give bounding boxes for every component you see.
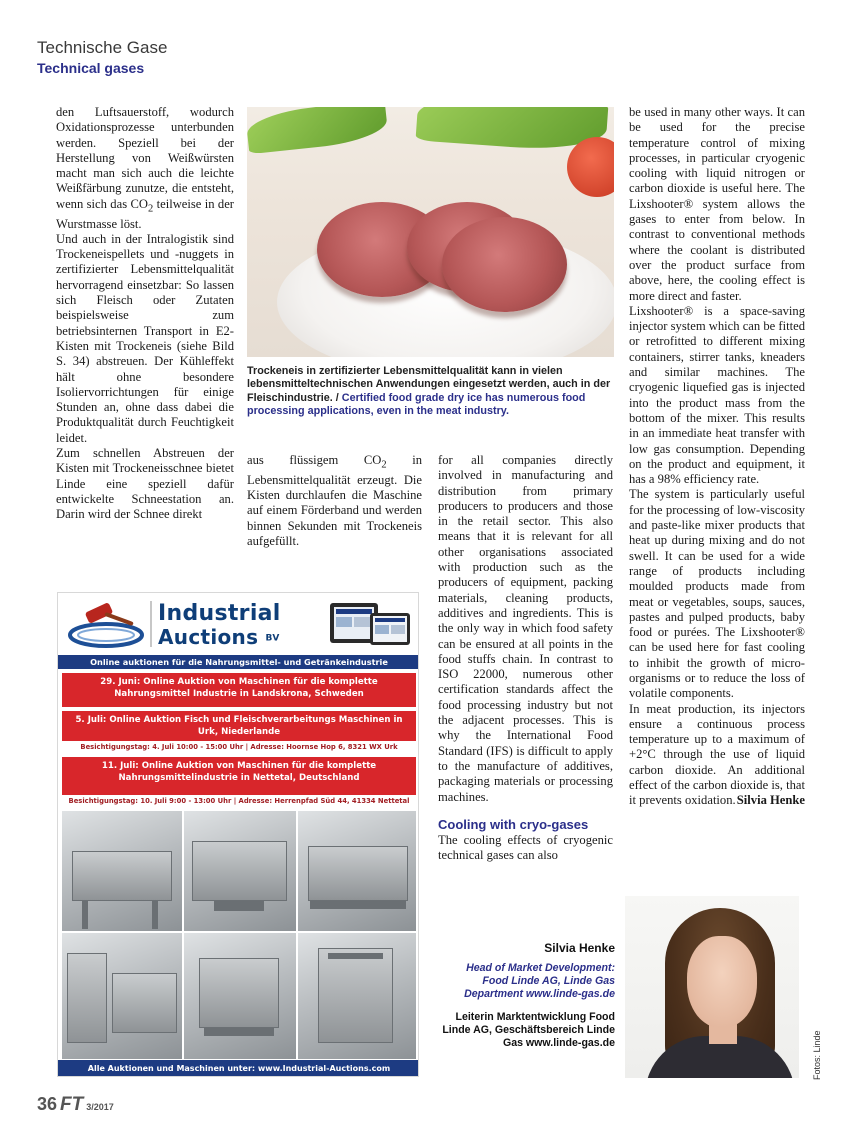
col1-paragraph-2: Und auch in der Intralogistik sind Trockeneispellets und -nuggets in zertifizierter Lebensmittelqualität hervorragend einsetzbar: So lassen sich Fleisch oder Zutaten beispielsweise zum betriebsinternen Transport in E2-Kisten mit Trockeneis (siehe Bild S. 34) abstreuen. Der Kühleffekt hält ohne besondere Isoliervorrichtungen für einige Stunden an, ohne dass dabei die Produktqualität durch Feuchtigkeit leidet. bbox=[56, 231, 234, 445]
ad-brand-line1: Industrial bbox=[158, 601, 281, 626]
page-number: 36 bbox=[37, 1094, 58, 1114]
machine-photo-2 bbox=[184, 811, 296, 931]
ad-footer-link[interactable]: Alle Auktionen und Maschinen unter: www.Industrial-Auctions.com bbox=[58, 1060, 419, 1077]
industrial-auctions-ad[interactable] bbox=[57, 592, 419, 1077]
machine-photo-1 bbox=[62, 811, 182, 931]
ad-auction-3[interactable]: 11. Juli: Online Auktion von Maschinen für die komplette Nahrungsmittelindustrie in Nettetal, Deutschland bbox=[62, 757, 416, 795]
photo-credit: Fotos: Linde bbox=[812, 1030, 822, 1080]
col2-paragraph-1: aus flüssigem $CO_2$ in Lebensmittelqualität erzeugt. Die Kisten durchlaufen die Maschine auf einem Förderband und werden binnen Sekunden mit Trockeneis aufgefüllt. bbox=[247, 453, 422, 548]
ad-machine-photos bbox=[62, 811, 416, 1059]
photo-caption: Trockeneis in zertifizierter Lebensmittelqualität kann in vielen lebensmitteltechnischen Anwendungen eingesetzt werden, auch in der Fleischindustrie. / Certified food grade dry ice has numerous food processing applications, even in the meat industry. bbox=[247, 365, 611, 417]
col4-paragraph-4: In meat production, its injectors ensure a continuous process temperature up to a maximum of +2°C through the use of liquid carbon dioxide. An additional effect of the carbon dioxide is, that it prevents oxidation. Silvia Henke bbox=[629, 701, 805, 808]
ad-auction-3-info: Besichtigungstag: 10. Juli 9:00 - 13:00 Uhr | Adresse: Herrenpfad Süd 44, 41334 Nettetal bbox=[62, 796, 416, 808]
column-2 bbox=[247, 453, 422, 549]
author-role-en: Head of Market Development: Food Linde AG, Linde Gas Department www.linde-gas.de bbox=[464, 962, 615, 1000]
author-box bbox=[438, 942, 615, 1050]
machine-photo-3 bbox=[298, 811, 416, 931]
column-3 bbox=[438, 453, 613, 863]
ad-brand-line2: Auctions BV bbox=[158, 625, 280, 649]
ad-auction-2[interactable]: 5. Juli: Online Auktion Fisch und Fleischverarbeitungs Maschinen in Urk, Niederlande bbox=[62, 711, 416, 741]
author-role-de: Leiterin Marktentwicklung Food Linde AG, Geschäftsbereich Linde Gas www.linde-gas.de bbox=[442, 1011, 615, 1049]
ad-auction-2-info: Besichtigungstag: 4. Juli 10:00 - 15:00 Uhr | Adresse: Hoornse Hop 6, 8321 WX Urk bbox=[62, 742, 416, 754]
section-title-de: Technische Gase bbox=[37, 38, 168, 57]
col3-paragraph-1: for all companies directly involved in manufacturing and distribution from primary producers to producers and those in the retail sector. This also means that it is relevant for all other organisations associated with production such as the producers of equipment, packing materials, cleaning products, additives and ingredients. This is the only way in which food safety can be ensured at all points in the food stuffs chain. In contrast to ISO 22000, numerous other certification standards affect the food processing industry but not the adjacent processes. This is why the International Food Standard (IFS) is difficult to apply to the manufacture of additives, packaging materials or processing machines. bbox=[438, 453, 613, 804]
col4-paragraph-1: be used in many other ways. It can be used for the precise temperature control of mixing processes, in particular cryogenic cooling with liquid nitrogen or carbon dioxide is useful here. The Lixshooter® system allows the gases to enter from below. In contrast to conventional methods where the coolant is distributed over the product surface from above, here, the cooling effect is more direct and faster. bbox=[629, 105, 805, 303]
author-name: Silvia Henke bbox=[544, 941, 615, 955]
column-4 bbox=[629, 105, 805, 809]
ad-auction-1[interactable]: 29. Juni: Online Auktion von Maschinen für die komplette Nahrungsmittel Industrie in Landskrona, Schweden bbox=[62, 673, 416, 707]
column-1 bbox=[56, 105, 234, 523]
machine-photo-4 bbox=[62, 933, 182, 1059]
signature: Silvia Henke bbox=[736, 793, 805, 808]
col3-paragraph-2: The cooling effects of cryogenic technical gases can also bbox=[438, 832, 613, 863]
col1-paragraph-1: den Luftsauerstoff, wodurch Oxidationsprozesse unterbunden werden. Speziell bei der Herstellung von Weißwürsten macht man sich auch die leichte Weißfärbung zunutze, die entsteht, wenn sich das $CO_2$ teilweise in der Wurstmasse löst. bbox=[56, 105, 234, 231]
page-footer bbox=[37, 1094, 114, 1116]
machine-photo-6 bbox=[298, 933, 416, 1059]
ft-logo: FT bbox=[60, 1094, 84, 1115]
section-title-en: Technical gases bbox=[37, 60, 145, 76]
machine-photo-5 bbox=[184, 933, 296, 1059]
devices-icon bbox=[326, 599, 416, 649]
col4-paragraph-3: The system is particularly useful for the processing of low-viscosity and paste-like mixer products that heat up during mixing and do not swell. It can be used for a wide range of products including moulded products made from meat or vegetables, soups, sauces, pastes and pulped products, baby food or purées. The Lixshooter® can be used here for fast cooling to inhibit the growth of micro-organisms or to reduce the loss of volatile components. bbox=[629, 487, 805, 701]
dry-ice-burger-photo bbox=[247, 107, 614, 357]
issue-number: 3/2017 bbox=[86, 1102, 114, 1112]
col4-paragraph-2: Lixshooter® is a space-saving injector system which can be fitted or retrofitted to different mixing containers, stirrer tanks, kneaders and similar machines. The cryogenic liquefied gas is injected into the product mass from the bottom of the mixer. This results in an immediate heat transfer with low gas consumption. Depending on the product and equipment, it has a 98% efficiency rate. bbox=[629, 303, 805, 487]
author-portrait bbox=[625, 896, 799, 1078]
col1-paragraph-3: Zum schnellen Abstreuen der Kisten mit Trockeneisschnee bietet Linde eine speziell dafür entwickelte Schneestation an. Darin wird der Schnee direkt bbox=[56, 446, 234, 522]
subheading-cooling: Cooling with cryo-gases bbox=[438, 816, 589, 832]
gavel-logo-icon bbox=[66, 599, 146, 649]
ad-banner: Online auktionen für die Nahrungsmittel- und Getränkeindustrie bbox=[58, 655, 419, 669]
